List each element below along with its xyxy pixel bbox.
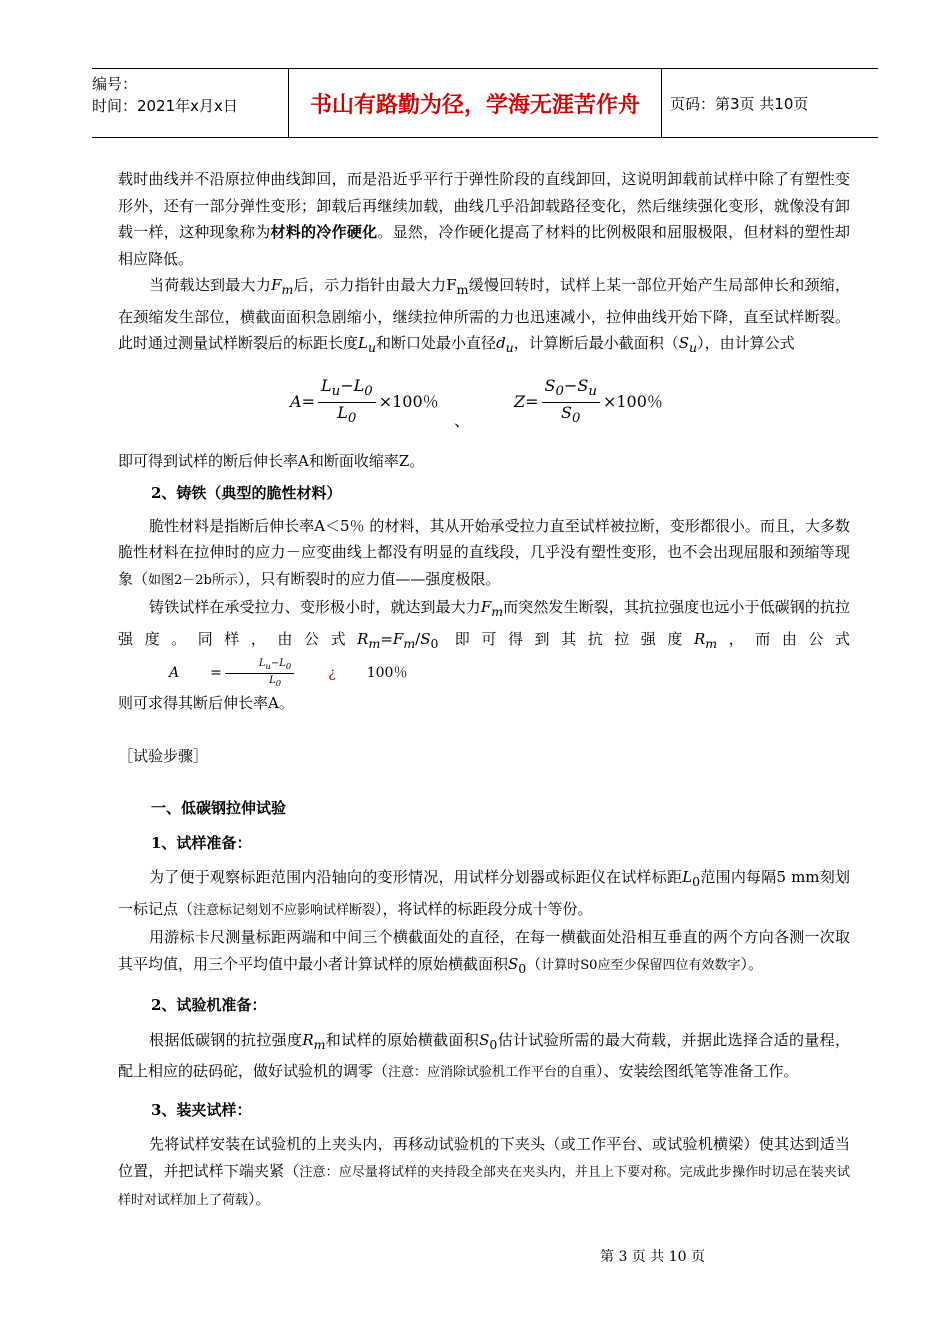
- section-title-steps: ［试验步骤］: [118, 746, 209, 765]
- paragraph-marking: 为了便于观察标距范围内沿轴向的变形情况，用试样分划器或标距仪在试样标距$L_0$范围内每隔5 mm刻划一标记点（注意标记刻划不应影响试样断裂），将试样的标距段分成十等份。: [118, 868, 850, 918]
- header-meta: [92, 69, 288, 137]
- document-body: [118, 166, 850, 1215]
- formula-reduction: Z = $\frac{S_0-S_u}{S_0}$ ×100％: [514, 375, 663, 426]
- heading-low-carbon: 一、低碳钢拉伸试验: [151, 799, 287, 817]
- paragraph-diameter: 用游标卡尺测量标距两端和中间三个横截面处的直径，在每一横截面处沿相互垂直的两个方向各测一次取其平均值，用三个平均值中最小者计算试样的原始横截面积$S_0$（计算时S0应至少保留四位有效数字）。: [118, 928, 850, 976]
- header-page-info: 页码：第3页 共10页: [670, 94, 809, 113]
- formula-elongation: A = $\frac{L_u-L_0}{L_0}$ ×100％: [290, 375, 439, 426]
- heading-clamp: 3、装夹试样：: [151, 1100, 252, 1119]
- heading-specimen-prep: 1、试样准备：: [151, 833, 252, 852]
- header-motto: 书山有路勤为径，学海无涯苦作舟: [288, 69, 662, 137]
- paragraph-clamp: 先将试样安装在试验机的上夹头内，再移动试验机的下夹头（或工作平台、或试验机横梁）使其达到适当位置，并把试样下端夹紧（注意：应尽量将试样的夹持段全部夹在夹头内，并且上下要对称。完成此步操作时切忌在装夹试样时对试样加上了荷载）。: [118, 1135, 850, 1208]
- formula-row: [118, 362, 850, 448]
- paragraph-necking: 当荷载达到最大力$F_m$后，示力指针由最大力$F_m$缓慢回转时，试样上某一部位开始产生局部伸长和颈缩，在颈缩发生部位，横截面面积急剧缩小，继续拉伸所需的力也迅速减小，拉伸曲线开始下降，直至试样断裂。此时通过测量试样断裂后的标距长度$L_u$和断口处最小直径$d_u$，计算断后最小截面积$(S_u)$，由计算公式: [118, 276, 850, 355]
- doc-time-label: 时间：2021年x月x日: [92, 97, 238, 115]
- paragraph-cold-hardening: 载时曲线并不沿原拉伸曲线卸回，而是沿近乎平行于弹性阶段的直线卸回，这说明卸载前试样中除了有塑性变形外，还有一部分弹性变形；卸载后再继续加载，曲线几乎沿卸载路径变化，然后继续强化变形，就像没有卸载一样，这种现象称为材料的冷作硬化。显然，冷作硬化提高了材料的比例极限和屈服极限，但材料的塑性却相应降低。: [118, 170, 850, 268]
- term-cold-hardening: 材料的冷作硬化: [270, 223, 378, 241]
- heading-machine-prep: 2、试验机准备：: [151, 996, 267, 1014]
- page-header: [92, 68, 878, 138]
- doc-number-label: 编号：: [92, 75, 138, 93]
- paragraph-result: 即可得到试样的断后伸长率A和断面收缩率Z。: [118, 451, 425, 470]
- heading-cast-iron: 2、铸铁（典型的脆性材料）: [151, 484, 342, 502]
- paragraph-brittle: 脆性材料是指断后伸长率A＜5％ 的材料，其从开始承受拉力直至试样被拉断，变形都很小。而且，大多数脆性材料在拉伸时的应力－应变曲线上都没有明显的直线段，几乎没有塑性变形，也不会出现屈服和颈缩等现象（如图2－2b所示），只有断裂时的应力值——强度极限。: [118, 516, 850, 588]
- paragraph-cast-iron: 铸铁试样在承受拉力、变形极小时，就达到最大力$F_m$而突然发生断裂，其抗拉强度也远小于低碳钢的抗拉强度。同样，由公式$R_m=F_m/S_0$ 即可得到其抗拉强度$R_m$，而由公式A = $\frac{L_u-L_0}{L_0}$ ¿ 100％ 则可求得其断后伸长率A。: [118, 598, 850, 712]
- formula-separator: 、: [454, 410, 471, 430]
- page-footer: 第 3 页 共 10 页: [600, 1249, 705, 1265]
- formula-inline-elongation: A = $\frac{L_u-L_0}{L_0}$ ¿ 100％: [169, 658, 408, 688]
- paragraph-machine: 根据低碳钢的抗拉强度$R_m$和试样的原始横截面积$S_0$估计试验所需的最大荷载，并据此选择合适的量程，配上相应的砝码砣，做好试验机的调零（注意：应消除试验机工作平台的自重）、安装绘图纸笔等准备工作。: [118, 1030, 850, 1080]
